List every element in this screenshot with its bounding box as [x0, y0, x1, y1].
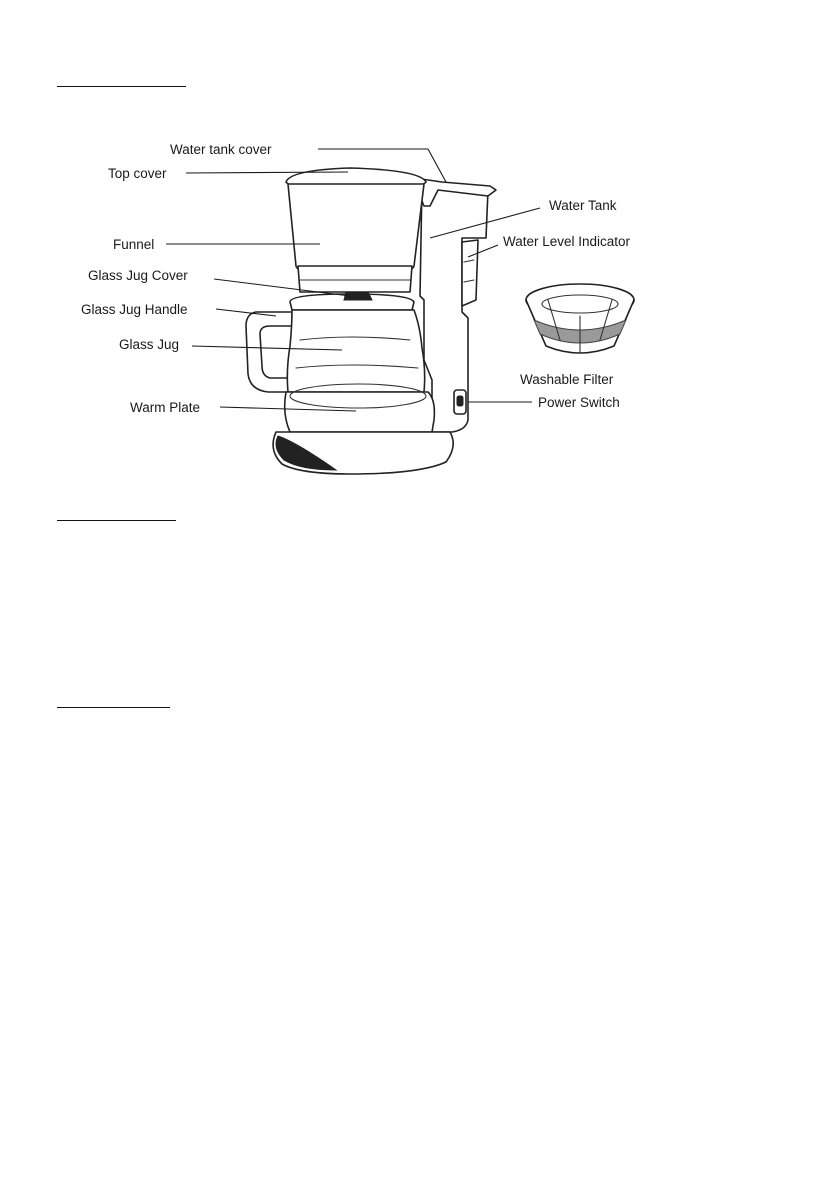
label-funnel: Funnel: [113, 237, 155, 252]
label-water-tank: Water Tank: [549, 198, 617, 213]
coffee-maker-illustration: [246, 168, 496, 474]
funnel-shape: [288, 184, 424, 278]
label-water-level-indicator: Water Level Indicator: [503, 234, 631, 249]
label-water-tank-cover: Water tank cover: [170, 142, 272, 157]
label-washable-filter: Washable Filter: [520, 372, 614, 387]
label-glass-jug-cover: Glass Jug Cover: [88, 268, 188, 283]
warm-plate-shape: [285, 392, 435, 432]
label-warm-plate: Warm Plate: [130, 400, 201, 415]
coffee-maker-diagram: [0, 0, 840, 520]
label-power-switch: Power Switch: [538, 395, 620, 410]
label-glass-jug-handle: Glass Jug Handle: [81, 302, 188, 317]
funnel-base: [298, 266, 412, 292]
section-rule-3: [57, 707, 170, 708]
jug-body-shape: [287, 310, 424, 392]
section-rule-2: [57, 520, 176, 521]
water-level-window: [462, 240, 478, 306]
washable-filter-illustration: [526, 284, 634, 353]
label-top-cover: Top cover: [108, 166, 167, 181]
label-glass-jug: Glass Jug: [119, 337, 180, 352]
